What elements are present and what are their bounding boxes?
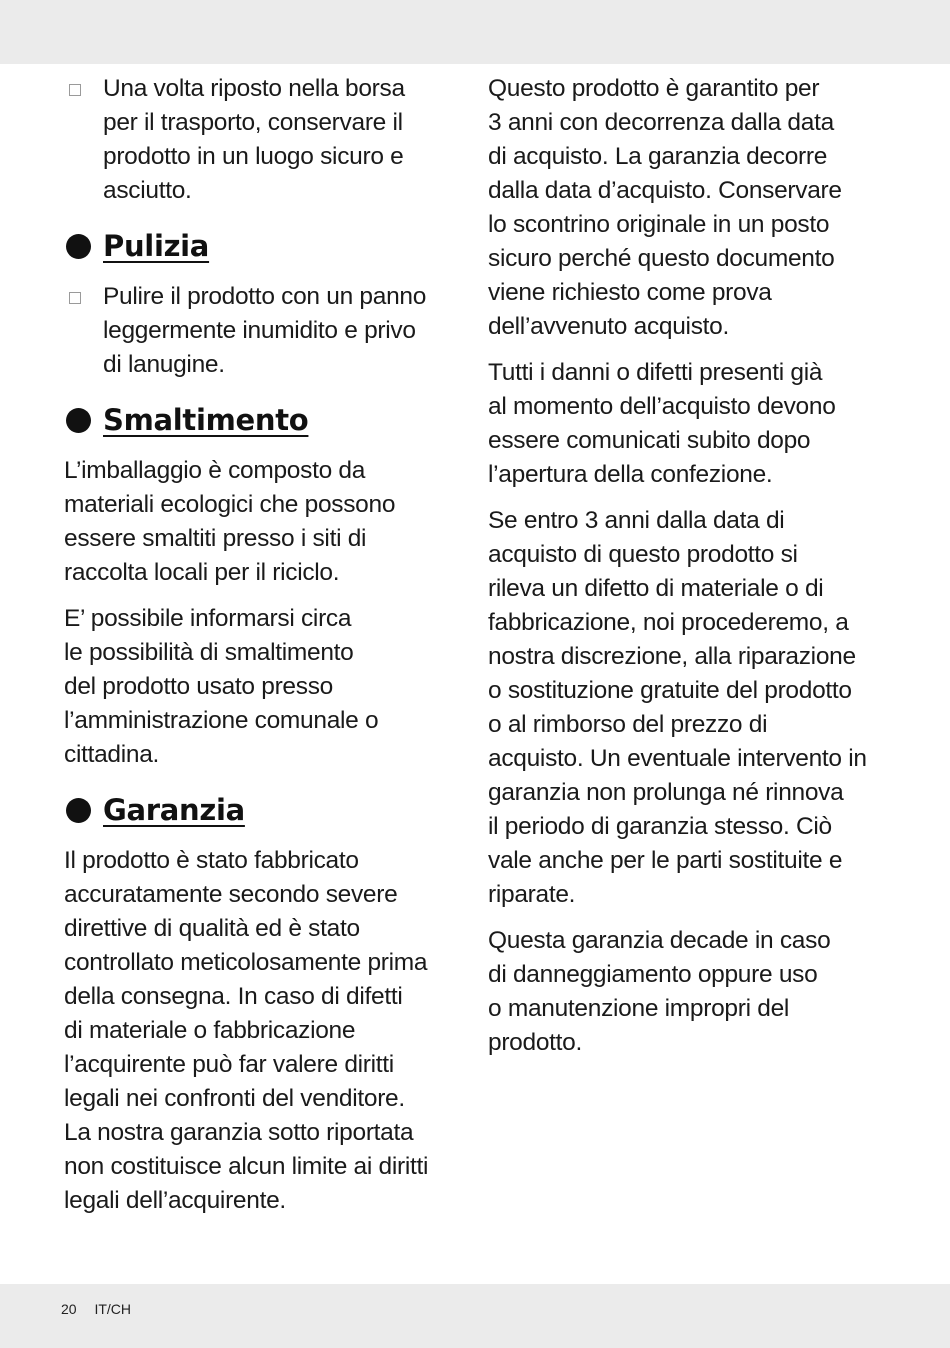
text-line: raccolta locali per il riciclo. [64, 559, 340, 586]
text-line: Questo prodotto è garantito per [488, 75, 820, 102]
bullet-storage-text [103, 72, 456, 208]
text-line: E’ possibile informarsi circa [64, 605, 352, 632]
text-line: l’apertura della confezione. [488, 461, 773, 488]
text-line: leggermente inumidito e privo [103, 317, 416, 344]
text-line: della consegna. In caso di difetti [64, 983, 403, 1010]
text-line: Questa garanzia decade in caso [488, 927, 831, 954]
heading-cleaning [64, 226, 456, 266]
text-line: nostra discrezione, alla riparazione [488, 643, 856, 670]
text-line: sicuro perché questo documento [488, 245, 835, 272]
heading-warranty [64, 790, 456, 830]
text-line: L’imballaggio è composto da [64, 457, 366, 484]
text-line: Pulire il prodotto con un panno [103, 283, 427, 310]
text-line: garanzia non prolunga né rinnova [488, 779, 844, 806]
filled-circle-icon [66, 798, 91, 823]
text-line: legali nei confronti del venditore. [64, 1085, 405, 1112]
text-line: Il prodotto è stato fabbricato [64, 847, 359, 874]
text-line: prodotto. [488, 1029, 583, 1056]
text-line: Tutti i danni o difetti presenti già [488, 359, 823, 386]
text-line: le possibilità di smaltimento [64, 639, 354, 666]
right-column [488, 72, 898, 1072]
text-line: di lanugine. [103, 351, 225, 378]
warranty-paragraph-1 [64, 844, 456, 1218]
heading-disposal [64, 400, 456, 440]
text-line: La nostra garanzia sotto riportata [64, 1119, 414, 1146]
warranty-paragraph-5 [488, 924, 898, 1060]
text-line: di acquisto. La garanzia decorre [488, 143, 828, 170]
checkbox-bullet-icon [69, 84, 81, 96]
warranty-paragraph-4 [488, 504, 898, 912]
text-line: direttive di qualità ed è stato [64, 915, 360, 942]
text-line: asciutto. [103, 177, 192, 204]
text-line: Se entro 3 anni dalla data di [488, 507, 785, 534]
heading-warranty-text: Garanzia [103, 793, 245, 827]
disposal-paragraph-2 [64, 602, 456, 772]
text-line: Una volta riposto nella borsa [103, 75, 405, 102]
text-line: fabbricazione, noi procederemo, a [488, 609, 849, 636]
text-line: viene richiesto come prova [488, 279, 772, 306]
text-line: materiali ecologici che possono [64, 491, 396, 518]
text-line: di materiale o fabbricazione [64, 1017, 356, 1044]
text-line: 3 anni con decorrenza dalla data [488, 109, 834, 136]
text-line: acquisto. Un eventuale intervento in [488, 745, 867, 772]
text-line: o sostituzione gratuite del prodotto [488, 677, 852, 704]
disposal-paragraph-1 [64, 454, 456, 590]
text-line: l’amministrazione comunale o [64, 707, 379, 734]
text-line: essere smaltiti presso i siti di [64, 525, 367, 552]
locale-label: IT/CH [94, 1301, 132, 1317]
text-line: l’acquirente può far valere diritti [64, 1051, 394, 1078]
text-line: rileva un difetto di materiale o di [488, 575, 824, 602]
heading-disposal-text: Smaltimento [103, 403, 309, 437]
footer [61, 1300, 131, 1318]
bullet-cleaning-text [103, 280, 456, 382]
text-line: legali dell’acquirente. [64, 1187, 286, 1214]
text-line: vale anche per le parti sostituite e [488, 847, 843, 874]
text-line: dell’avvenuto acquisto. [488, 313, 729, 340]
text-line: di danneggiamento oppure uso [488, 961, 818, 988]
text-line: riparate. [488, 881, 576, 908]
text-line: o manutenzione impropri del [488, 995, 790, 1022]
footer-band [0, 1284, 950, 1348]
page-number: 20 [61, 1301, 77, 1317]
heading-cleaning-text: Pulizia [103, 229, 210, 263]
text-line: accuratamente secondo severe [64, 881, 398, 908]
text-line: del prodotto usato presso [64, 673, 333, 700]
text-line: il periodo di garanzia stesso. Ciò [488, 813, 832, 840]
top-band [0, 0, 950, 64]
filled-circle-icon [66, 408, 91, 433]
text-line: al momento dell’acquisto devono [488, 393, 836, 420]
warranty-paragraph-2 [488, 72, 898, 344]
checkbox-bullet-icon [69, 292, 81, 304]
bullet-storage [64, 72, 456, 208]
text-line: prodotto in un luogo sicuro e [103, 143, 404, 170]
bullet-cleaning [64, 280, 456, 382]
warranty-paragraph-3 [488, 356, 898, 492]
text-line: lo scontrino originale in un posto [488, 211, 830, 238]
filled-circle-icon [66, 234, 91, 259]
text-line: non costituisce alcun limite ai diritti [64, 1153, 429, 1180]
text-line: cittadina. [64, 741, 160, 768]
text-line: per il trasporto, conservare il [103, 109, 403, 136]
text-line: essere comunicati subito dopo [488, 427, 811, 454]
text-line: dalla data d’acquisto. Conservare [488, 177, 842, 204]
left-column [64, 72, 456, 1230]
text-line: acquisto di questo prodotto si [488, 541, 798, 568]
text-line: controllato meticolosamente prima [64, 949, 428, 976]
text-line: o al rimborso del prezzo di [488, 711, 768, 738]
